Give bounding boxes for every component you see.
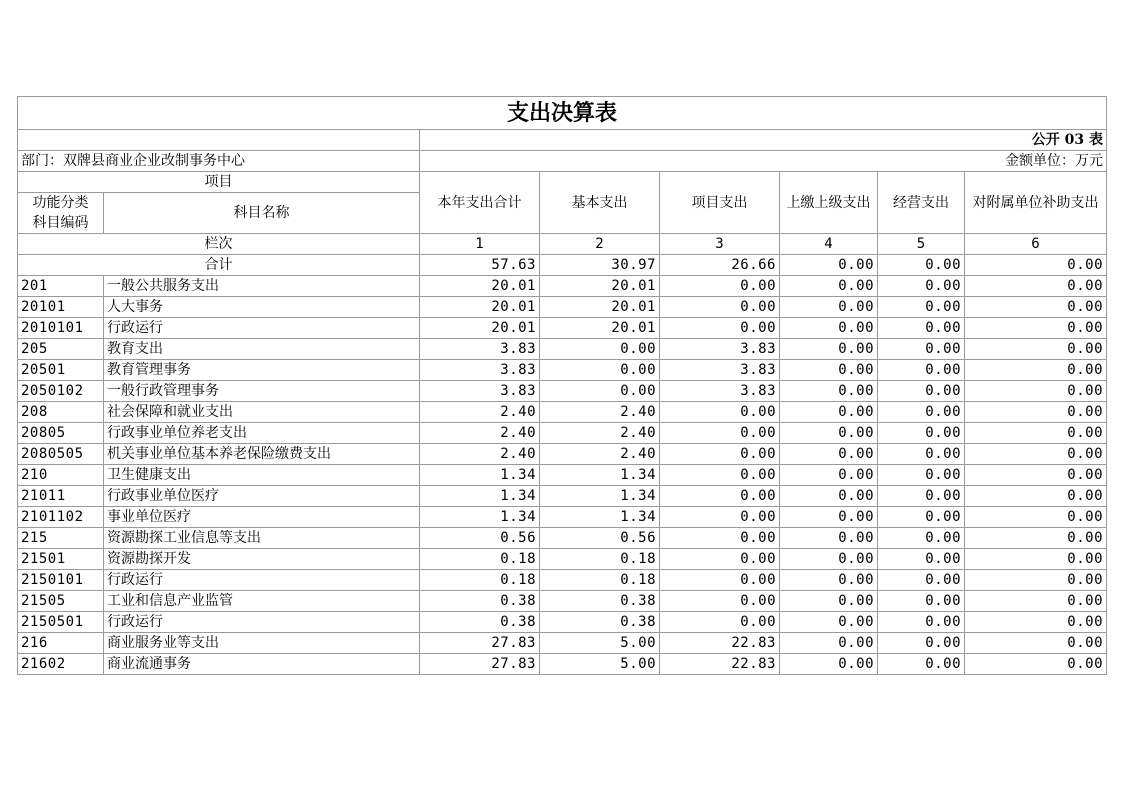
amount-cell: 0.00 xyxy=(965,528,1107,549)
amount-cell: 0.00 xyxy=(965,465,1107,486)
amount-cell: 22.83 xyxy=(660,654,780,675)
total-value: 26.66 xyxy=(660,255,780,276)
amount-cell: 0.00 xyxy=(660,276,780,297)
total-value: 0.00 xyxy=(780,255,878,276)
subject-name: 资源勘探工业信息等支出 xyxy=(104,528,420,549)
amount-cell: 27.83 xyxy=(420,654,540,675)
col-no-6: 6 xyxy=(965,234,1107,255)
amount-cell: 0.18 xyxy=(420,549,540,570)
subject-name: 行政运行 xyxy=(104,318,420,339)
col-no-label: 栏次 xyxy=(18,234,420,255)
subject-code: 201 xyxy=(18,276,104,297)
subject-name: 机关事业单位基本养老保险缴费支出 xyxy=(104,444,420,465)
amount-cell: 0.56 xyxy=(540,528,660,549)
amount-cell: 0.56 xyxy=(420,528,540,549)
department-label: 部门：双牌县商业企业改制事务中心 xyxy=(18,151,420,172)
amount-cell: 1.34 xyxy=(540,465,660,486)
page-title: 支出决算表 xyxy=(18,97,1107,130)
amount-cell: 0.00 xyxy=(878,612,965,633)
col-no-5: 5 xyxy=(878,234,965,255)
col6-header: 对附属单位补助支出 xyxy=(965,172,1107,234)
amount-cell: 0.00 xyxy=(540,360,660,381)
amount-cell: 0.00 xyxy=(878,423,965,444)
amount-cell: 0.00 xyxy=(878,444,965,465)
amount-cell: 2.40 xyxy=(540,423,660,444)
amount-cell: 0.00 xyxy=(780,591,878,612)
subject-code: 215 xyxy=(18,528,104,549)
column-number-row xyxy=(18,234,1107,255)
subject-code: 21602 xyxy=(18,654,104,675)
amount-cell: 0.00 xyxy=(878,633,965,654)
subject-code: 20805 xyxy=(18,423,104,444)
subject-name: 行政事业单位医疗 xyxy=(104,486,420,507)
amount-cell: 0.38 xyxy=(420,591,540,612)
subject-name-header: 科目名称 xyxy=(104,193,420,234)
amount-cell: 2.40 xyxy=(420,402,540,423)
subject-code: 2101102 xyxy=(18,507,104,528)
subject-name: 行政运行 xyxy=(104,570,420,591)
title-row xyxy=(18,97,1107,130)
amount-cell: 0.00 xyxy=(540,381,660,402)
table-row xyxy=(18,654,1107,675)
amount-cell: 0.00 xyxy=(660,507,780,528)
amount-cell: 0.00 xyxy=(780,339,878,360)
amount-cell: 0.00 xyxy=(660,444,780,465)
total-value: 57.63 xyxy=(420,255,540,276)
amount-cell: 0.00 xyxy=(878,570,965,591)
amount-cell: 0.00 xyxy=(878,318,965,339)
amount-cell: 0.00 xyxy=(965,423,1107,444)
amount-cell: 0.00 xyxy=(780,276,878,297)
amount-cell: 0.00 xyxy=(965,318,1107,339)
subject-name: 教育管理事务 xyxy=(104,360,420,381)
amount-cell: 0.00 xyxy=(660,318,780,339)
subject-code: 208 xyxy=(18,402,104,423)
amount-cell: 1.34 xyxy=(540,486,660,507)
blank-cell xyxy=(18,130,420,151)
amount-cell: 0.00 xyxy=(965,549,1107,570)
header-row-1 xyxy=(18,172,1107,193)
total-row xyxy=(18,255,1107,276)
amount-cell: 0.00 xyxy=(878,654,965,675)
amount-cell: 3.83 xyxy=(420,360,540,381)
table-row xyxy=(18,528,1107,549)
amount-cell: 0.00 xyxy=(878,507,965,528)
col-no-4: 4 xyxy=(780,234,878,255)
amount-cell: 0.00 xyxy=(965,381,1107,402)
amount-cell: 0.00 xyxy=(780,570,878,591)
amount-cell: 0.38 xyxy=(540,591,660,612)
amount-cell: 0.00 xyxy=(780,633,878,654)
unit-label: 金额单位：万元 xyxy=(420,151,1107,172)
subject-code: 2080505 xyxy=(18,444,104,465)
table-row xyxy=(18,381,1107,402)
table-row xyxy=(18,423,1107,444)
subject-code: 210 xyxy=(18,465,104,486)
subject-code: 21011 xyxy=(18,486,104,507)
subject-code: 2150501 xyxy=(18,612,104,633)
amount-cell: 0.00 xyxy=(660,486,780,507)
subject-name: 资源勘探开发 xyxy=(104,549,420,570)
col-no-1: 1 xyxy=(420,234,540,255)
total-label: 合计 xyxy=(18,255,420,276)
amount-cell: 0.00 xyxy=(780,528,878,549)
amount-cell: 0.00 xyxy=(780,654,878,675)
amount-cell: 20.01 xyxy=(540,276,660,297)
amount-cell: 0.00 xyxy=(965,339,1107,360)
amount-cell: 0.00 xyxy=(660,612,780,633)
amount-cell: 20.01 xyxy=(540,297,660,318)
amount-cell: 0.00 xyxy=(965,570,1107,591)
amount-cell: 0.00 xyxy=(878,465,965,486)
amount-cell: 0.00 xyxy=(780,423,878,444)
amount-cell: 1.34 xyxy=(420,507,540,528)
amount-cell: 2.40 xyxy=(420,444,540,465)
table-row xyxy=(18,507,1107,528)
subject-name: 工业和信息产业监管 xyxy=(104,591,420,612)
subject-name: 商业流通事务 xyxy=(104,654,420,675)
amount-cell: 0.00 xyxy=(878,402,965,423)
col1-header: 本年支出合计 xyxy=(420,172,540,234)
subject-code: 205 xyxy=(18,339,104,360)
form-no-row xyxy=(18,130,1107,151)
subject-name: 社会保障和就业支出 xyxy=(104,402,420,423)
amount-cell: 0.00 xyxy=(878,486,965,507)
subject-name: 一般行政管理事务 xyxy=(104,381,420,402)
total-value: 0.00 xyxy=(965,255,1107,276)
amount-cell: 3.83 xyxy=(420,381,540,402)
amount-cell: 0.00 xyxy=(965,591,1107,612)
amount-cell: 0.00 xyxy=(780,318,878,339)
amount-cell: 0.00 xyxy=(878,360,965,381)
amount-cell: 0.00 xyxy=(780,507,878,528)
func-code-header: 功能分类 科目编码 xyxy=(18,193,104,234)
subject-name: 人大事务 xyxy=(104,297,420,318)
amount-cell: 20.01 xyxy=(420,297,540,318)
amount-cell: 0.00 xyxy=(780,465,878,486)
amount-cell: 1.34 xyxy=(540,507,660,528)
amount-cell: 0.00 xyxy=(965,276,1107,297)
subject-name: 卫生健康支出 xyxy=(104,465,420,486)
amount-cell: 0.00 xyxy=(965,633,1107,654)
amount-cell: 0.00 xyxy=(878,549,965,570)
table-row xyxy=(18,318,1107,339)
amount-cell: 3.83 xyxy=(660,381,780,402)
subject-code: 20501 xyxy=(18,360,104,381)
amount-cell: 0.00 xyxy=(660,465,780,486)
dept-row xyxy=(18,151,1107,172)
amount-cell: 0.00 xyxy=(878,528,965,549)
total-value: 0.00 xyxy=(878,255,965,276)
amount-cell: 0.00 xyxy=(780,612,878,633)
subject-code: 21505 xyxy=(18,591,104,612)
table-row xyxy=(18,549,1107,570)
amount-cell: 0.00 xyxy=(660,402,780,423)
amount-cell: 0.00 xyxy=(965,360,1107,381)
table-row xyxy=(18,297,1107,318)
amount-cell: 0.00 xyxy=(660,570,780,591)
amount-cell: 0.00 xyxy=(780,444,878,465)
amount-cell: 0.00 xyxy=(965,612,1107,633)
amount-cell: 0.00 xyxy=(965,444,1107,465)
table-row xyxy=(18,339,1107,360)
amount-cell: 0.00 xyxy=(660,297,780,318)
amount-cell: 0.00 xyxy=(965,654,1107,675)
form-number: 公开 03 表 xyxy=(420,130,1107,151)
subject-code: 216 xyxy=(18,633,104,654)
total-value: 30.97 xyxy=(540,255,660,276)
col4-header: 上缴上级支出 xyxy=(780,172,878,234)
amount-cell: 0.18 xyxy=(420,570,540,591)
amount-cell: 3.83 xyxy=(660,339,780,360)
amount-cell: 22.83 xyxy=(660,633,780,654)
amount-cell: 0.00 xyxy=(660,549,780,570)
subject-code: 20101 xyxy=(18,297,104,318)
amount-cell: 5.00 xyxy=(540,633,660,654)
subject-name: 事业单位医疗 xyxy=(104,507,420,528)
amount-cell: 0.00 xyxy=(540,339,660,360)
amount-cell: 20.01 xyxy=(420,276,540,297)
amount-cell: 3.83 xyxy=(660,360,780,381)
table-row xyxy=(18,612,1107,633)
amount-cell: 0.00 xyxy=(780,360,878,381)
subject-name: 行政事业单位养老支出 xyxy=(104,423,420,444)
amount-cell: 20.01 xyxy=(540,318,660,339)
item-header: 项目 xyxy=(18,172,420,193)
amount-cell: 2.40 xyxy=(540,444,660,465)
subject-name: 商业服务业等支出 xyxy=(104,633,420,654)
amount-cell: 3.83 xyxy=(420,339,540,360)
amount-cell: 0.00 xyxy=(780,297,878,318)
amount-cell: 0.00 xyxy=(780,381,878,402)
amount-cell: 0.00 xyxy=(780,402,878,423)
amount-cell: 0.00 xyxy=(878,381,965,402)
table-row xyxy=(18,570,1107,591)
amount-cell: 0.18 xyxy=(540,549,660,570)
subject-name: 行政运行 xyxy=(104,612,420,633)
amount-cell: 0.00 xyxy=(660,528,780,549)
amount-cell: 0.38 xyxy=(420,612,540,633)
amount-cell: 1.34 xyxy=(420,486,540,507)
table-row xyxy=(18,402,1107,423)
subject-code: 2150101 xyxy=(18,570,104,591)
amount-cell: 0.00 xyxy=(965,402,1107,423)
subject-name: 教育支出 xyxy=(104,339,420,360)
amount-cell: 2.40 xyxy=(420,423,540,444)
amount-cell: 0.18 xyxy=(540,570,660,591)
col-no-3: 3 xyxy=(660,234,780,255)
amount-cell: 5.00 xyxy=(540,654,660,675)
col2-header: 基本支出 xyxy=(540,172,660,234)
subject-code: 2010101 xyxy=(18,318,104,339)
col3-header: 项目支出 xyxy=(660,172,780,234)
col5-header: 经营支出 xyxy=(878,172,965,234)
amount-cell: 0.00 xyxy=(780,486,878,507)
amount-cell: 0.00 xyxy=(660,591,780,612)
amount-cell: 0.00 xyxy=(878,591,965,612)
table-row xyxy=(18,486,1107,507)
amount-cell: 20.01 xyxy=(420,318,540,339)
amount-cell: 0.00 xyxy=(878,276,965,297)
expenditure-table xyxy=(17,96,1107,675)
table-row xyxy=(18,591,1107,612)
amount-cell: 0.00 xyxy=(660,423,780,444)
amount-cell: 0.00 xyxy=(965,486,1107,507)
amount-cell: 1.34 xyxy=(420,465,540,486)
amount-cell: 0.00 xyxy=(965,297,1107,318)
table-row xyxy=(18,360,1107,381)
table-row xyxy=(18,276,1107,297)
amount-cell: 0.00 xyxy=(878,297,965,318)
table-row xyxy=(18,465,1107,486)
table-row xyxy=(18,444,1107,465)
amount-cell: 0.38 xyxy=(540,612,660,633)
subject-name: 一般公共服务支出 xyxy=(104,276,420,297)
amount-cell: 0.00 xyxy=(878,339,965,360)
table-row xyxy=(18,633,1107,654)
subject-code: 21501 xyxy=(18,549,104,570)
col-no-2: 2 xyxy=(540,234,660,255)
amount-cell: 2.40 xyxy=(540,402,660,423)
subject-code: 2050102 xyxy=(18,381,104,402)
amount-cell: 0.00 xyxy=(780,549,878,570)
amount-cell: 0.00 xyxy=(965,507,1107,528)
amount-cell: 27.83 xyxy=(420,633,540,654)
